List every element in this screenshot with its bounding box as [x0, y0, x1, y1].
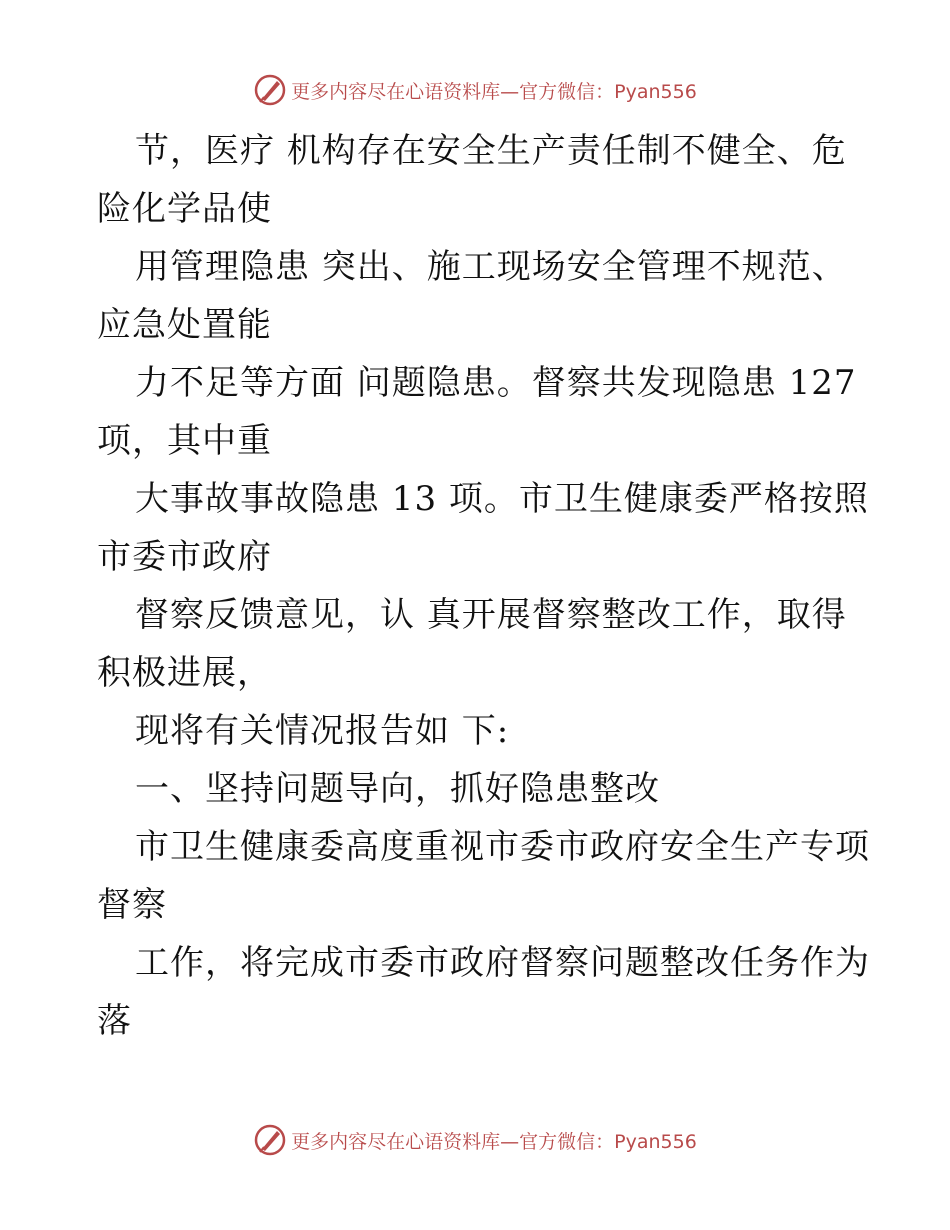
text-line: 节，医疗 机构存在安全生产责任制不健全、危 — [135, 131, 847, 171]
watermark-text: 更多内容尽在心语资料库—官方微信：Pyan556 — [291, 1130, 697, 1153]
feather-pen-logo-icon — [253, 73, 287, 107]
text-line: 大事故事故隐患 13 项。市卫生健康委严格按照 — [135, 479, 869, 519]
text-line: 督察反馈意见，认 真开展督察整改工作，取得 — [135, 595, 847, 635]
watermark-text: 更多内容尽在心语资料库—官方微信：Pyan556 — [291, 80, 697, 103]
header-watermark — [0, 70, 950, 110]
feather-pen-logo-icon — [253, 1123, 287, 1157]
footer-watermark — [0, 1120, 950, 1160]
text-line: 用管理隐患 突出、施工现场安全管理不规范、 — [135, 247, 847, 287]
text-line: 项，其中重 — [97, 421, 272, 461]
text-line: 市委市政府 — [97, 537, 272, 577]
text-line: 力不足等方面 问题隐患。督察共发现隐患 127 — [135, 363, 857, 403]
document-body — [97, 122, 870, 1050]
text-line: 督察 — [97, 885, 167, 925]
text-line: 积极进展， — [97, 653, 272, 693]
text-line: 险化学品使 — [97, 189, 272, 229]
text-line: 工作，将完成市委市政府督察问题整改任务作为 — [135, 943, 870, 983]
section-heading: 一、坚持问题导向，抓好隐患整改 — [135, 769, 660, 809]
text-line: 市卫生健康委高度重视市委市政府安全生产专项 — [135, 827, 870, 867]
text-line: 落 — [97, 1001, 132, 1041]
text-line: 现将有关情况报告如 下: — [135, 711, 510, 751]
text-line: 应急处置能 — [97, 305, 272, 345]
